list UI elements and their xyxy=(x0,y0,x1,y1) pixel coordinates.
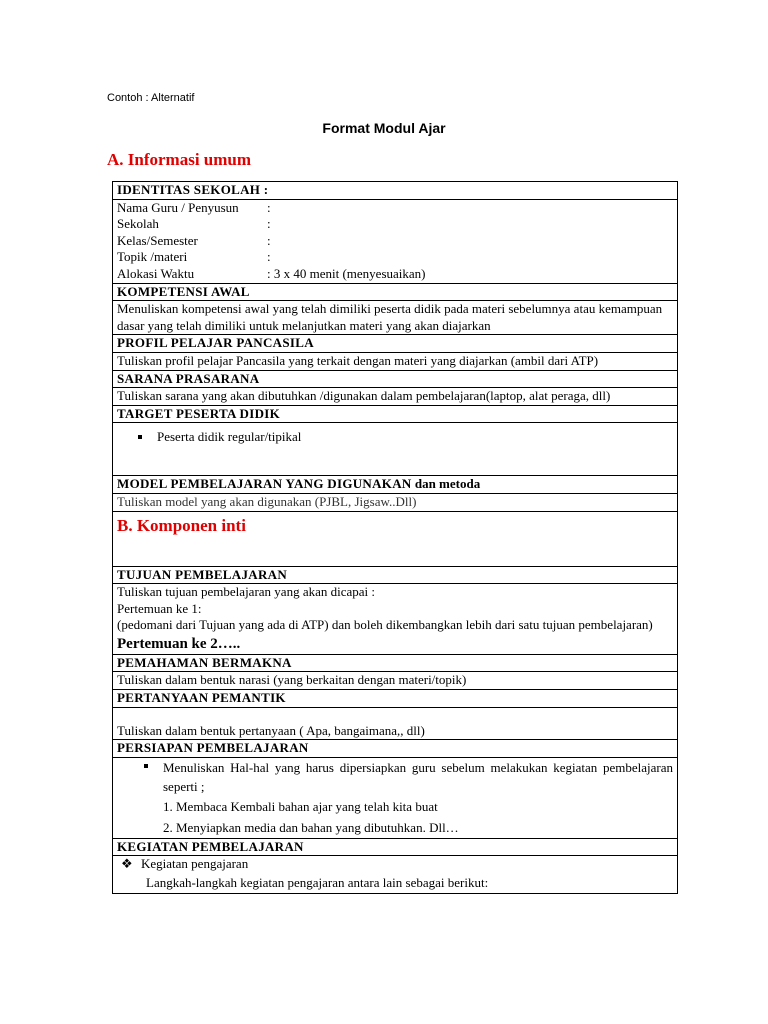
kegiatan-heading: KEGIATAN PEMBELAJARAN xyxy=(113,838,678,856)
module-table xyxy=(112,181,678,894)
kegiatan-bullet-row xyxy=(121,856,673,873)
diamond-bullet-icon: ❖ xyxy=(121,856,133,872)
field-row: Topik /materi : xyxy=(117,249,271,265)
tujuan-line: Pertemuan ke 1: xyxy=(117,600,202,616)
page-title: Format Modul Ajar xyxy=(322,120,446,136)
section-b-cell xyxy=(113,511,678,566)
target-cell xyxy=(113,423,678,476)
persiapan-item: 1. Membaca Kembali bahan ajar yang telah kita buat xyxy=(163,798,438,814)
tujuan-line: Tuliskan tujuan pembelajaran yang akan dicapai : xyxy=(117,584,376,600)
field-row: Sekolah : xyxy=(117,216,271,232)
model-heading-cell xyxy=(113,476,678,494)
persiapan-cell xyxy=(113,757,678,838)
identitas-fields xyxy=(113,199,678,283)
pertanyaan-text: Tuliskan dalam bentuk pertanyaan ( Apa, bangaimana,, dll) xyxy=(113,707,678,740)
persiapan-heading: PERSIAPAN PEMBELAJARAN xyxy=(113,740,678,758)
kompetensi-heading: KOMPETENSI AWAL xyxy=(113,283,678,301)
target-heading: TARGET PESERTA DIDIK xyxy=(113,405,678,423)
tujuan-line: (pedomani dari Tujuan yang ada di ATP) dan boleh dikembangkan lebih dari satu tujuan pembelajaran) xyxy=(117,617,653,633)
kegiatan-text: Langkah-langkah kegiatan pengajaran antara lain sebagai berikut: xyxy=(146,875,489,891)
model-heading-suffix: dan metoda xyxy=(414,476,481,492)
field-row: Kelas/Semester : xyxy=(117,232,271,248)
model-text: Tuliskan model yang akan digunakan (PJBL, Jigsaw..Dll) xyxy=(113,493,678,511)
persiapan-bullet: Menuliskan Hal-hal yang harus dipersiapkan guru sebelum melakukan kegiatan pembelajaran seperti ; xyxy=(163,759,673,794)
section-b-heading: B. Komponen inti xyxy=(117,515,246,535)
model-heading: MODEL PEMBELAJARAN YANG DIGUNAKAN xyxy=(117,476,412,492)
field-row: Alokasi Waktu : 3 x 40 menit (menyesuaikan) xyxy=(117,265,426,281)
pemahaman-heading: PEMAHAMAN BERMAKNA xyxy=(113,654,678,672)
sarana-heading: SARANA PRASARANA xyxy=(113,370,678,388)
profil-text: Tuliskan profil pelajar Pancasila yang terkait dengan materi yang diajarkan (ambil dari ATP) xyxy=(113,352,678,370)
tujuan-cell xyxy=(113,584,678,655)
field-row: Nama Guru / Penyusun : xyxy=(117,199,271,215)
section-a-heading: A. Informasi umum xyxy=(107,150,252,169)
example-label: Contoh : Alternatif xyxy=(107,92,195,104)
tujuan-meeting-2: Pertemuan ke 2….. xyxy=(117,635,241,652)
identitas-heading: IDENTITAS SEKOLAH : xyxy=(113,182,678,200)
profil-heading: PROFIL PELAJAR PANCASILA xyxy=(113,335,678,353)
tujuan-heading: TUJUAN PEMBELAJARAN xyxy=(113,566,678,584)
sarana-text: Tuliskan sarana yang akan dibutuhkan /digunakan dalam pembelajaran(laptop, alat peraga, dll) xyxy=(113,388,678,406)
pertanyaan-heading: PERTANYAAN PEMANTIK xyxy=(113,690,678,708)
kegiatan-bullet: Kegiatan pengajaran xyxy=(141,856,249,872)
kegiatan-cell xyxy=(113,856,678,894)
persiapan-item: 2. Menyiapkan media dan bahan yang dibutuhkan. Dll… xyxy=(163,819,459,835)
target-item: Peserta didik regular/tipikal xyxy=(157,429,673,446)
pemahaman-text: Tuliskan dalam bentuk narasi (yang berkaitan dengan materi/topik) xyxy=(113,672,678,690)
kompetensi-text: Menuliskan kompetensi awal yang telah dimiliki peserta didik pada materi sebelumnya atau kemampuan dasar yang telah dimiliki untuk melanjutkan materi yang akan diajarkan xyxy=(113,301,678,335)
